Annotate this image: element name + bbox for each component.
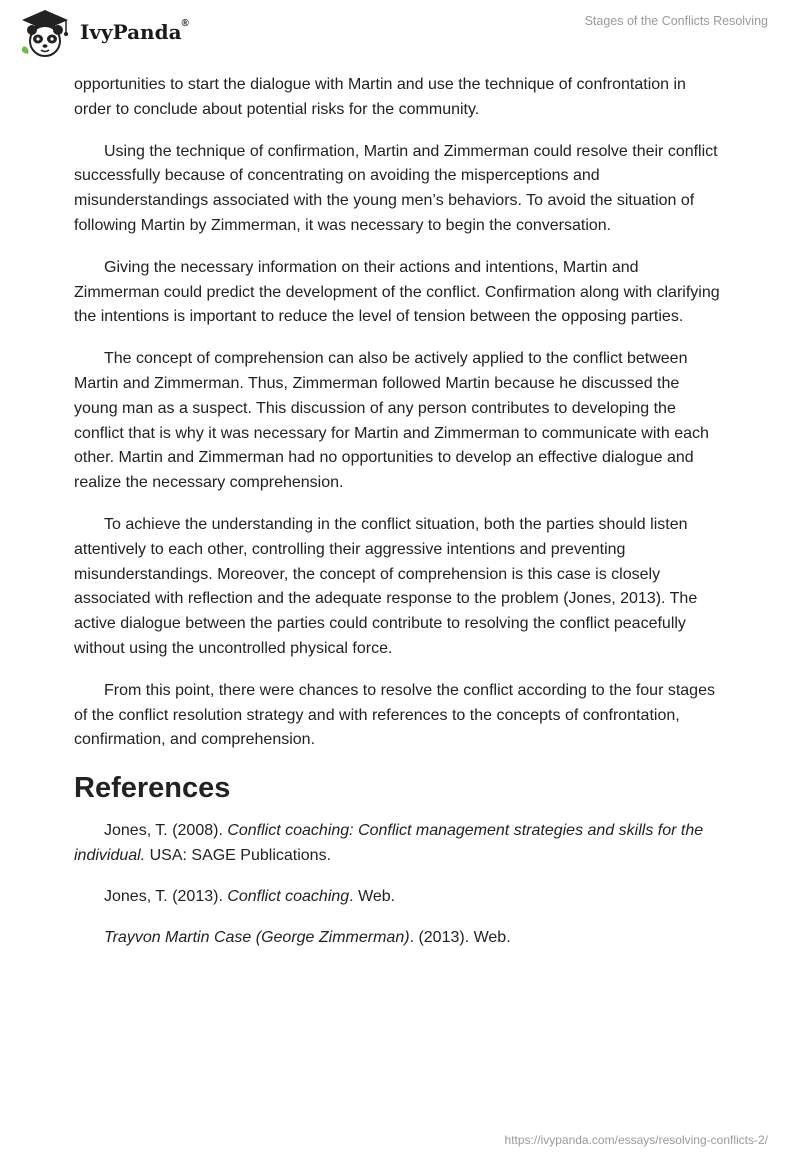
page-header [0, 0, 800, 70]
paragraph: Using the technique of confirmation, Martin and Zimmerman could resolve their conflict successfully because of concentrating on avoiding the misperceptions and misunderstandings associated with the young men’s behaviors. To avoid the situation of following Martin by Zimmerman, it was necessary to begin the conversation. [74, 142, 718, 234]
paragraph: From this point, there were chances to resolve the conflict according to the four stages of the conflict resolution strategy and with references to the concepts of confrontation, confirmation, and comprehension. [74, 681, 715, 749]
essay-body [74, 73, 726, 966]
paragraph: Giving the necessary information on their actions and intentions, Martin and Zimmerman could predict the development of the conflict. Confirmation along with clarifying the intentions is important to reduce the level of tension between the opposing parties. [74, 258, 720, 326]
brand-name[interactable]: IvyPanda® [80, 18, 189, 44]
reference-item: Trayvon Martin Case (George Zimmerman). (2013). Web. [104, 928, 511, 946]
paragraph: The concept of comprehension can also be actively applied to the conflict between Martin and Zimmerman. Thus, Zimmerman followed Martin because he discussed the young man as a suspect. This discussion of any person contributes to developing the conflict that is why it was necessary for Martin and Zimmerman to communicate with each other. Martin and Zimmerman had no opportunities to develop an effective dialogue and realize the necessary comprehension. [74, 350, 709, 492]
source-url-link[interactable]: https://ivypanda.com/essays/resolving-conflicts-2/ [504, 1133, 768, 1147]
paragraph: opportunities to start the dialogue with Martin and use the technique of confrontation in order to conclude about potential risks for the community. [74, 76, 686, 118]
running-title: Stages of the Conflicts Resolving [584, 14, 768, 28]
paragraph: To achieve the understanding in the conflict situation, both the parties should listen attentively to each other, controlling their aggressive intentions and preventing misunderstandings. Moreover, the concept of comprehension is this case is closely associated with reflection and the adequate response to the problem (Jones, 2013). The active dialogue between the parties could contribute to resolving the conflict peacefully without using the uncontrolled physical force. [74, 515, 698, 657]
references-heading: References [74, 772, 231, 805]
reference-item: Jones, T. (2013). Conflict coaching. Web. [104, 887, 396, 905]
ivypanda-logo-icon[interactable] [14, 6, 76, 58]
reference-item: Jones, T. (2008). Conflict coaching: Conflict management strategies and skills for the individual. USA: SAGE Publications. [74, 822, 704, 864]
